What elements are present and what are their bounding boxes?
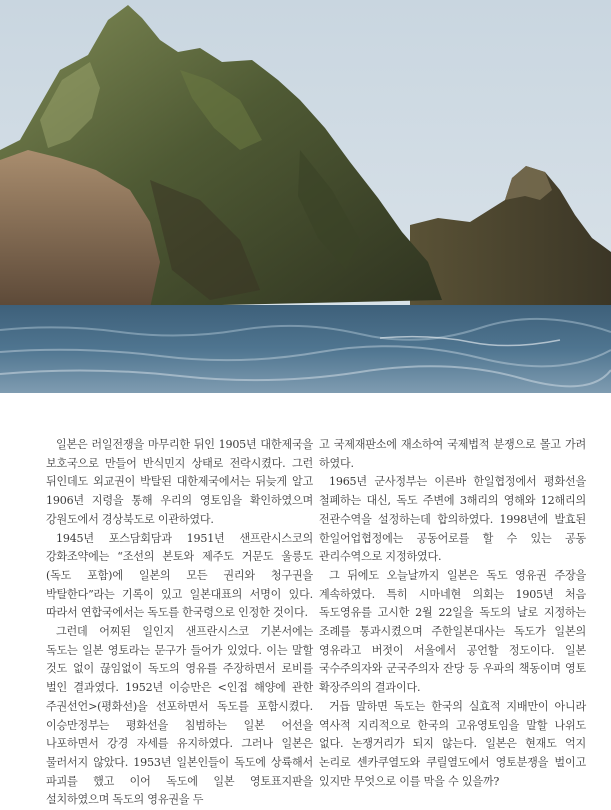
article-paragraph: 그 뒤에도 오늘날까지 일본은 독도 영유권 주장을 계속하였다. 특히 시마네현 의회는 1905년 처음 독도영유를 고시한 2월 22일을 독도의 날로 지정하는 조례를 통과시켰으며 주한일본대사는 독도가 일본의 영유라고 버젓이 서울에서 공언할 정도이다. 일본 국수주의자와 군국주의자 잔당 등 우파의 책동이며 영토 확장주의의 결과이다. <box>319 568 586 695</box>
article-paragraph: 그런데 어찌된 일인지 샌프란시스코 기본서에는 독도는 일본 영토라는 문구가 들어가 있었다. 이는 말할 것도 없이 끊임없이 독도의 영유를 주장하면서 로비를 벌인 결과였다. 1952년 이승만은 <인접 해양에 관한 주권선언>(평화선)을 선포하면서 독도를 포함시켰다. 이승만정부는 평화선을 침범하는 일본 어선을 나포하면서 강경 자세를 유지하였다. 그러나 일본은 물러서지 않았다. 1953년 일본인들이 독도에 상륙해서 파괴를 했고 이어 독도에 일본 영토표지판을 설치하였으며 독도의 영유권을 두 <box>46 625 313 807</box>
article-paragraph: 1945년 포스담회담과 1951년 샌프란시스코의 강화조약에는 “조선의 본토와 제주도 거문도 울릉도(독도 포함)에 일본의 모든 권리와 청구권을 박탈한다”라는 기록이 있고 일본대표의 서명이 있다. 따라서 연합국에서는 독도를 한국령으로 인정한 것이다. <box>46 531 313 620</box>
article-paragraph: 거듭 말하면 독도는 한국의 실효적 지배만이 아니라 역사적 지리적으로 한국의 고유영토임을 말할 나위도 없다. 논쟁거리가 되지 않는다. 일본은 현재도 억지 논리로 센카쿠열도와 쿠릴열도에서 영토분쟁을 벌이고 있지만 무엇으로 이를 막을 수 있을까? <box>319 699 586 788</box>
article-column-left <box>46 436 313 810</box>
article-column-right <box>319 436 586 791</box>
article-paragraph: 일본은 러일전쟁을 마무리한 뒤인 1905년 대한제국을 보호국으로 만들어 반식민지 상태로 전락시켰다. 그런 뒤인데도 외교권이 박탈된 대한제국에서는 뒤늦게 알고 1906년 지령을 통해 우리의 영토임을 확인하였으며 강원도에서 경상북도로 이관하였다. <box>46 438 313 526</box>
article-paragraph: 고 국제재판소에 재소하여 국제법적 분쟁으로 몰고 가려 하였다. <box>319 438 586 470</box>
dokdo-island-photo <box>0 0 611 393</box>
article-paragraph: 1965년 군사정부는 이른바 한일협정에서 평화선을 철폐하는 대신, 독도 주변에 3해리의 영해와 12해리의 전관수역을 설정하는데 합의하였다. 1998년에 발효된 한일어업협정에는 공동어로를 할 수 있는 공동 관리수역으로 지정하였다. <box>319 475 586 564</box>
